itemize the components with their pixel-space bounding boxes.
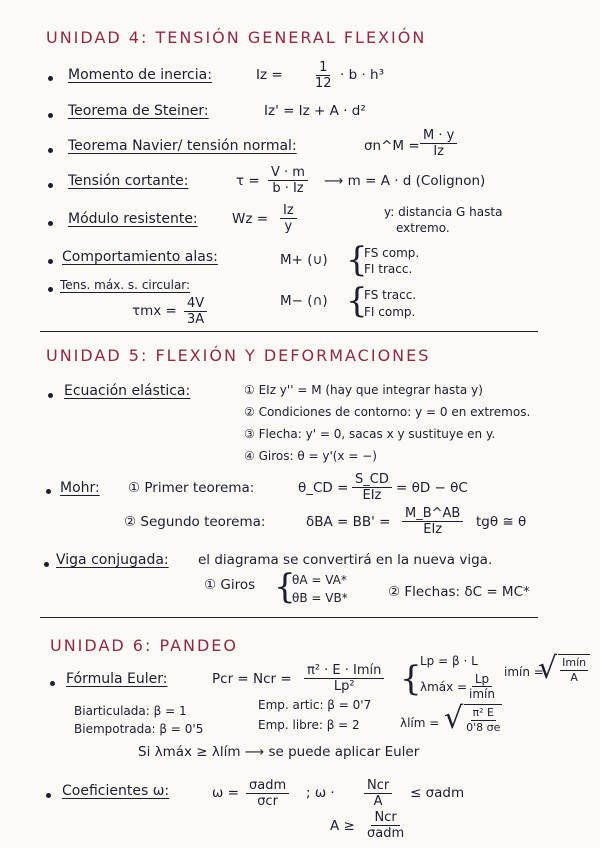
circular-label: Tens. máx. s. circular:	[60, 278, 191, 292]
mohr-theorem-2-fraction	[402, 506, 463, 537]
lp-equation: Lp = β · L	[420, 654, 478, 668]
mohr-theorem-2-lhs: δBA = BB' =	[306, 514, 391, 530]
imin-lhs: imín =	[504, 665, 544, 679]
coef-num-2: Ncr	[364, 778, 392, 794]
unit-5-title: UNIDAD 5: FLEXIÓN Y DEFORMACIONES	[46, 346, 431, 365]
bullet	[48, 259, 53, 264]
viga-label: Viga conjugada:	[56, 552, 169, 568]
momento-rhs: · b · h³	[340, 67, 384, 83]
mohr-theorem-2-rhs: tgθ ≅ θ	[476, 514, 527, 530]
elastica-label: Ecuación elástica:	[64, 383, 191, 399]
bullet	[44, 562, 49, 567]
momento-label: Momento de inercia:	[68, 67, 212, 83]
coef-fraction-2	[364, 778, 392, 809]
brace: {	[274, 567, 296, 607]
lambda-fraction	[466, 672, 498, 701]
euler-lhs: Pcr = Ncr =	[212, 671, 292, 687]
lambda-lim-den: 0'8 σe	[466, 721, 501, 734]
coef-lhs: ω =	[212, 785, 239, 801]
imin-num: Imín	[562, 656, 587, 669]
section-divider	[40, 331, 538, 332]
viga-giros: ① Giros	[204, 577, 256, 593]
alas-negative-line-1: FS tracc.	[364, 288, 417, 302]
lambda-lim-root: √ $\frac{\text{π² E}}{0'8 \sigma e}$	[444, 701, 501, 736]
modulo-num: Iz	[280, 203, 297, 219]
euler-fraction	[304, 663, 384, 694]
viga-giros-a: θA = VA*	[292, 573, 347, 587]
steiner-label: Teorema de Steiner:	[68, 103, 209, 119]
area-den: σadm	[367, 826, 405, 841]
euler-condition: Si λmáx ≥ λlím ⟶ se puede aplicar Euler	[138, 744, 420, 760]
elastica-step-2: ② Condiciones de contorno: y = 0 en extremos.	[244, 405, 531, 419]
mohr-theorem-2-text: ② Segundo teorema:	[124, 514, 266, 530]
steiner-equation: Iz' = Iz + A · d²	[264, 103, 366, 119]
mohr-theorem-2-den: EIz	[423, 522, 443, 537]
navier-label: Teorema Navier/ tensión normal:	[68, 138, 297, 154]
coef-mid: ; ω ·	[306, 785, 335, 801]
unit-4-title: UNIDAD 4: TENSIÓN GENERAL FLEXIÓN	[46, 28, 427, 47]
mohr-label: Mohr:	[60, 480, 100, 496]
imin-root: √ Imín A	[538, 654, 590, 685]
cortante-label: Tensión cortante:	[68, 173, 189, 189]
bullet	[48, 393, 53, 398]
modulo-lhs: Wz =	[232, 211, 269, 227]
elastica-step-3: ③ Flecha: y' = 0, sacas x y sustituye en y.	[244, 427, 496, 441]
momento-fraction	[312, 60, 335, 91]
coef-rhs: ≤ σadm	[410, 785, 465, 801]
mohr-theorem-1-num: S_CD	[352, 472, 392, 488]
modulo-den: y	[284, 219, 293, 234]
area-fraction	[364, 810, 407, 841]
mohr-theorem-1-fraction	[352, 472, 392, 503]
modulo-note-line-1: y: distancia G hasta	[384, 205, 503, 219]
area-num: Ncr	[371, 810, 399, 826]
viga-flechas: ② Flechas: δC = MC*	[388, 584, 530, 600]
bullet	[48, 76, 53, 81]
alas-positive-line-2: FI tracc.	[364, 262, 413, 276]
alas-negative-line-2: FI comp.	[364, 305, 416, 319]
mohr-theorem-1-text: ① Primer teorema:	[128, 480, 255, 496]
bullet	[48, 287, 53, 292]
area-lhs: A ≥	[330, 818, 355, 834]
viga-giros-b: θB = VB*	[292, 591, 348, 605]
brace: {	[346, 240, 368, 280]
emp-artic: Emp. artic: β = 0'7	[258, 698, 372, 712]
alas-negative-moment: M− (∩)	[280, 293, 328, 309]
euler-label: Fórmula Euler:	[66, 671, 168, 687]
viga-description: el diagrama se convertirá en la nueva viga.	[198, 552, 493, 568]
navier-num: M · y	[420, 128, 457, 144]
navier-lhs: σn^M =	[364, 138, 420, 154]
momento-den: 12	[315, 76, 332, 91]
mohr-theorem-1-rhs: = θD − θC	[396, 480, 468, 496]
coef-den: σcr	[257, 794, 278, 809]
mohr-theorem-1-lhs: θ_CD =	[298, 480, 349, 496]
cortante-rhs: ⟶ m = A · d (Colignon)	[324, 173, 486, 189]
cortante-num: V · m	[268, 165, 308, 181]
lambda-den: imín	[469, 687, 495, 701]
unit-6-title: UNIDAD 6: PANDEO	[50, 636, 239, 655]
bullet	[48, 148, 53, 153]
modulo-note-line-2: extremo.	[396, 221, 450, 235]
bullet	[50, 681, 55, 686]
emp-libre: Emp. libre: β = 2	[258, 718, 360, 732]
modulo-label: Módulo resistente:	[68, 211, 198, 227]
coef-num: σadm	[246, 778, 289, 794]
coef-fraction	[246, 778, 289, 809]
circular-num: 4V	[184, 296, 207, 312]
alas-positive-moment: M+ (∪)	[280, 252, 328, 268]
circular-fraction	[184, 296, 207, 327]
biarticulada: Biarticulada: β = 1	[74, 704, 187, 718]
cortante-lhs: τ =	[236, 173, 260, 189]
section-divider	[40, 617, 538, 618]
lambda-lim-lhs: λlím =	[400, 716, 440, 730]
bullet	[48, 113, 53, 118]
brace: {	[400, 659, 422, 699]
lambda-num: Lp	[472, 672, 492, 687]
coef-den-2: A	[373, 794, 383, 809]
bullet	[46, 793, 51, 798]
elastica-step-4: ④ Giros: θ = y'(x = −)	[244, 449, 377, 463]
euler-num: π² · E · Imín	[304, 663, 384, 679]
brace: {	[346, 281, 368, 321]
bullet	[46, 489, 51, 494]
alas-label: Comportamiento alas:	[62, 249, 218, 265]
biempotrada: Biempotrada: β = 0'5	[74, 722, 204, 736]
lambda-lim-num: π² E	[472, 706, 494, 719]
bullet	[48, 221, 53, 226]
mohr-theorem-1-den: EIz	[362, 488, 382, 503]
navier-den: Iz	[433, 144, 444, 159]
imin-den: A	[570, 671, 578, 684]
coef-label: Coeficientes ω:	[62, 783, 170, 799]
euler-den: Lp²	[333, 679, 355, 694]
navier-fraction	[420, 128, 457, 159]
circular-den: 3A	[187, 312, 205, 327]
elastica-step-1: ① EIz y'' = M (hay que integrar hasta y)	[244, 383, 483, 397]
lambda-lhs: λmáx =	[420, 680, 468, 694]
alas-positive-line-1: FS comp.	[364, 246, 420, 260]
mohr-theorem-2-num: M_B^AB	[402, 506, 463, 522]
bullet	[48, 183, 53, 188]
circular-lhs: τmx =	[132, 303, 177, 319]
momento-num: 1	[316, 60, 330, 76]
cortante-den: b · Iz	[272, 181, 304, 196]
cortante-fraction	[268, 165, 308, 196]
modulo-fraction	[280, 203, 297, 234]
momento-lhs: Iz =	[256, 67, 283, 83]
